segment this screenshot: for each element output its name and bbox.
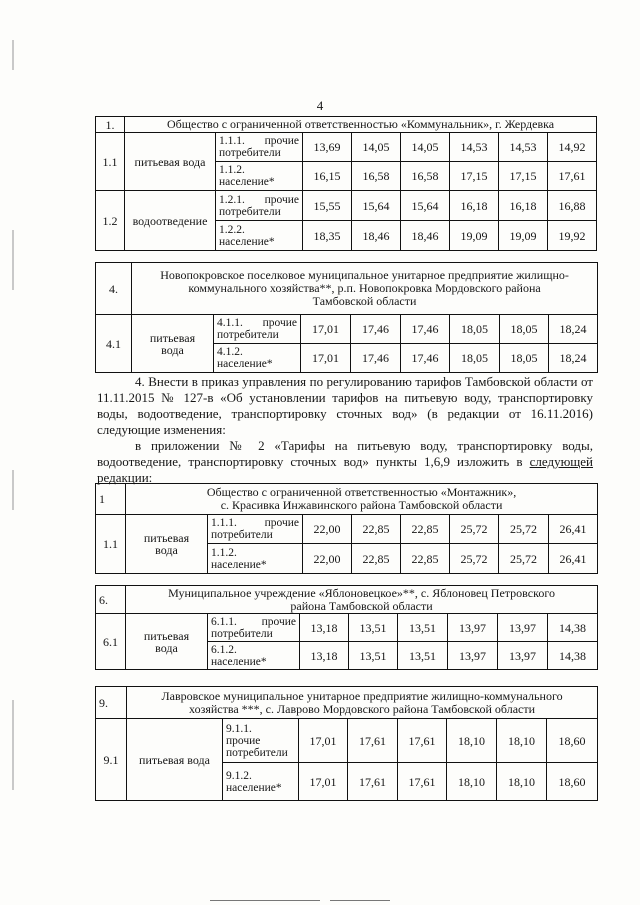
service-name: питьевая вода [125, 133, 216, 191]
tariff-value: 18,10 [497, 719, 547, 763]
organization-name: Муниципальное учреждение «Яблоновецкое»**, с. Яблоновец Петровского района Тамбовской области [126, 586, 598, 614]
item-number: 9.1 [96, 719, 127, 801]
tariff-value: 19,09 [450, 221, 499, 251]
tariff-value: 13,69 [303, 133, 352, 162]
row-number: 4. [96, 263, 132, 315]
tariff-value: 14,38 [548, 614, 598, 642]
consumer-category: 1.1.2. население* [216, 162, 303, 191]
tariff-value: 18,46 [401, 221, 450, 251]
tariff-value: 22,00 [303, 544, 352, 574]
item-number: 6.1 [96, 614, 126, 670]
tariff-value: 22,00 [303, 515, 352, 544]
tariff-table-montazhnik [95, 483, 598, 574]
service-name: питьевая вода [127, 719, 223, 801]
table-row [96, 315, 598, 344]
tariff-value: 14,53 [499, 133, 548, 162]
tariff-value: 25,72 [499, 544, 549, 574]
tariff-value: 17,61 [398, 763, 447, 801]
consumer-category: 6.1.2. население* [208, 642, 300, 670]
tariff-table-yablonovetskoe [95, 585, 598, 670]
table-row [96, 133, 597, 162]
tariff-value: 18,60 [547, 763, 598, 801]
table-row [96, 515, 598, 544]
scan-artifact [330, 900, 390, 901]
tariff-value: 18,05 [450, 315, 500, 344]
tariff-value: 17,46 [351, 344, 401, 373]
scan-artifact [12, 700, 14, 790]
tariff-value: 26,41 [549, 515, 598, 544]
tariff-value: 26,41 [549, 544, 598, 574]
consumer-category: 1.1.2. население* [208, 544, 303, 574]
consumer-category: 1.1.1. прочие потребители [208, 515, 303, 544]
tariff-value: 13,51 [398, 642, 448, 670]
row-number: 9. [96, 687, 127, 719]
tariff-value: 17,15 [450, 162, 499, 191]
item-number: 1.1 [96, 515, 126, 574]
tariff-value: 15,64 [352, 191, 401, 221]
tariff-value: 14,05 [352, 133, 401, 162]
tariff-value: 17,15 [499, 162, 548, 191]
scan-artifact [12, 40, 14, 70]
item-number: 4.1 [96, 315, 132, 373]
consumer-category: 6.1.1. прочие потребители [208, 614, 300, 642]
tariff-value: 13,51 [349, 614, 398, 642]
tariff-value: 17,01 [299, 719, 348, 763]
tariff-value: 18,10 [447, 763, 497, 801]
tariff-value: 18,24 [549, 315, 598, 344]
item-number: 1.2 [96, 191, 125, 251]
table-header-row [96, 687, 598, 719]
tariff-value: 18,24 [549, 344, 598, 373]
table-row [96, 719, 598, 763]
table-header-row [96, 263, 598, 315]
tariff-value: 22,85 [352, 515, 401, 544]
tariff-value: 13,97 [448, 642, 498, 670]
tariff-value: 18,05 [500, 344, 549, 373]
tariff-value: 25,72 [450, 544, 499, 574]
tariff-value: 13,18 [300, 642, 349, 670]
tariff-value: 17,46 [401, 344, 450, 373]
tariff-value: 13,97 [498, 642, 548, 670]
consumer-category: 1.2.2. население* [216, 221, 303, 251]
scan-artifact [12, 230, 14, 290]
tariff-value: 18,05 [500, 315, 549, 344]
tariff-value: 16,15 [303, 162, 352, 191]
consumer-category: 1.1.1. прочие потребители [216, 133, 303, 162]
tariff-value: 14,38 [548, 642, 598, 670]
tariff-value: 16,18 [450, 191, 499, 221]
service-name: питьевая вода [126, 614, 208, 670]
organization-name: Лавровское муниципальное унитарное предприятие жилищно-коммунального хозяйства ***, с. Лаврово Мордовского района Тамбовской области [127, 687, 598, 719]
table-header-row [96, 484, 598, 515]
tariff-value: 17,46 [351, 315, 401, 344]
tariff-value: 18,46 [352, 221, 401, 251]
row-number: 1. [96, 117, 125, 133]
tariff-value: 22,85 [352, 544, 401, 574]
table-row [96, 614, 598, 642]
tariff-value: 17,01 [301, 344, 351, 373]
consumer-category: 1.2.1. прочие потребители [216, 191, 303, 221]
tariff-table-lavrovskoe [95, 686, 598, 801]
tariff-value: 16,58 [352, 162, 401, 191]
tariff-value: 22,85 [401, 515, 450, 544]
row-number: 6. [96, 586, 126, 614]
tariff-value: 17,01 [299, 763, 348, 801]
tariff-value: 13,51 [398, 614, 448, 642]
tariff-value: 16,88 [548, 191, 597, 221]
consumer-category: 4.1.2. население* [214, 344, 301, 373]
amendment-text: 4. Внести в приказ управления по регулированию тарифов Тамбовской области от 11.11.2015 № 127-в «Об установлении тарифов на питьевую воду, транспортировку воды, водоотведение, транспортировку сточных вод» (в редакции от 16.11.2016) следующие изменения: [97, 374, 593, 437]
tariff-value: 17,61 [348, 719, 398, 763]
tariff-value: 17,46 [401, 315, 450, 344]
tariff-value: 17,61 [348, 763, 398, 801]
table-header-row [96, 117, 597, 133]
tariff-value: 19,09 [499, 221, 548, 251]
service-name: питьевая вода [132, 315, 214, 373]
tariff-value: 16,58 [401, 162, 450, 191]
tariff-value: 13,51 [349, 642, 398, 670]
tariff-value: 18,10 [447, 719, 497, 763]
tariff-value: 17,61 [398, 719, 447, 763]
tariff-value: 14,53 [450, 133, 499, 162]
tariff-value: 13,97 [498, 614, 548, 642]
row-number: 1 [96, 484, 126, 515]
tariff-value: 18,10 [497, 763, 547, 801]
tariff-value: 17,61 [548, 162, 597, 191]
tariff-value: 19,92 [548, 221, 597, 251]
tariff-value: 15,55 [303, 191, 352, 221]
tariff-value: 25,72 [499, 515, 549, 544]
consumer-category: 4.1.1. прочие потребители [214, 315, 301, 344]
scan-artifact [210, 900, 320, 901]
table-header-row [96, 586, 598, 614]
organization-name: Общество с ограниченной ответственностью «Коммунальник», г. Жердевка [125, 117, 597, 133]
item-number: 1.1 [96, 133, 125, 191]
tariff-table-novopokrovka [95, 262, 598, 373]
tariff-value: 14,05 [401, 133, 450, 162]
consumer-category: 9.1.1. прочие потребители [223, 719, 299, 763]
consumer-category: 9.1.2. население* [223, 763, 299, 801]
tariff-value: 18,05 [450, 344, 500, 373]
tariff-value: 25,72 [450, 515, 499, 544]
service-name: питьевая вода [126, 515, 208, 574]
page-number: 4 [316, 98, 324, 113]
organization-name: Общество с ограниченной ответственностью «Монтажник», с. Красивка Инжавинского района Тамбовской области [126, 484, 598, 515]
tariff-value: 16,18 [499, 191, 548, 221]
tariff-value: 17,01 [301, 315, 351, 344]
scan-artifact [12, 470, 14, 510]
tariff-value: 13,97 [448, 614, 498, 642]
tariff-value: 18,35 [303, 221, 352, 251]
table-row [96, 191, 597, 221]
amendment-paragraph [97, 374, 593, 486]
organization-name: Новопокровское поселковое муниципальное унитарное предприятие жилищно- коммунального хозяйства**, р.п. Новопокровка Мордовского района Тамбовской области [132, 263, 598, 315]
tariff-value: 15,64 [401, 191, 450, 221]
service-name: водоотведение [125, 191, 216, 251]
amendment-instruction: в приложении № 2 «Тарифы на питьевую воду, транспортировку воды, водоотведение, транспортировку сточных вод» пункты 1,6,9 изложить в следующей редакции: [97, 438, 594, 485]
tariff-table-kommunalnik [95, 116, 597, 251]
tariff-value: 13,18 [300, 614, 349, 642]
tariff-value: 22,85 [401, 544, 450, 574]
tariff-value: 14,92 [548, 133, 597, 162]
tariff-value: 18,60 [547, 719, 598, 763]
